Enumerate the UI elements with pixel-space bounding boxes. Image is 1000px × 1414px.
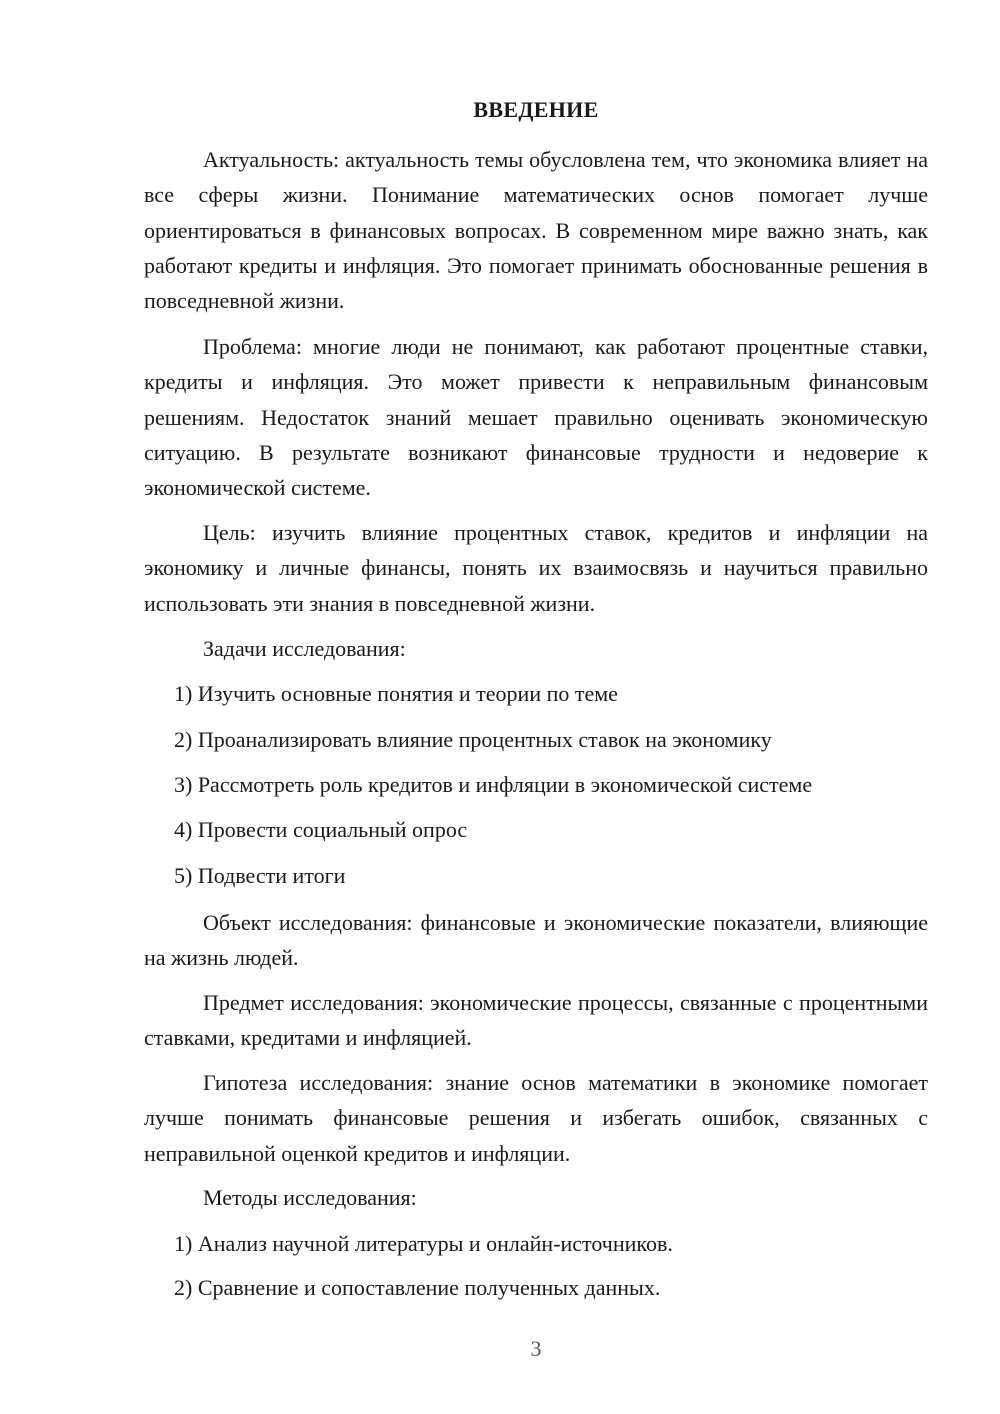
methods-heading: Методы исследования: [203,1185,417,1210]
task-item-2: 2) Проанализировать влияние процентных ставок на экономику [174,727,772,752]
method-item-1: 1) Анализ научной литературы и онлайн-источников. [174,1231,673,1256]
paragraph-subject: Предмет исследования: экономические процессы, связанные с процентными ставками, кредитами и инфляцией. [144,990,928,1051]
task-item-4: 4) Провести социальный опрос [174,817,468,842]
paragraph-object: Объект исследования: финансовые и экономические показатели, влияющие на жизнь людей. [144,910,928,971]
page-number: 3 [530,1336,542,1361]
task-item-1: 1) Изучить основные понятия и теории по теме [174,681,618,706]
tasks-heading: Задачи исследования: [203,636,406,661]
paragraph-problem: Проблема: многие люди не понимают, как работают процентные ставки, кредиты и инфляция. Это может привести к неправильным финансовым решениям. Недостаток знаний мешает правильно оценивать экономическую ситуацию. В результате возникают финансовые трудности и недоверие к экономической системе. [144,334,928,501]
paragraph-hypothesis: Гипотеза исследования: знание основ математики в экономике помогает лучше понимать финансовые решения и избегать ошибок, связанных с неправильной оценкой кредитов и инфляции. [144,1070,928,1166]
page-title: ВВЕДЕНИЕ [473,97,599,122]
task-item-3: 3) Рассмотреть роль кредитов и инфляции в экономической системе [174,772,813,797]
paragraph-relevance: Актуальность: актуальность темы обусловлена тем, что экономика влияет на все сферы жизни. Понимание математических основ помогает лучше ориентироваться в финансовых вопросах. В современном мире важно знать, как работают кредиты и инфляция. Это помогает принимать обоснованные решения в повседневной жизни. [144,147,928,314]
method-item-2: 2) Сравнение и сопоставление полученных данных. [174,1275,661,1300]
task-item-5: 5) Подвести итоги [174,863,346,888]
paragraph-goal: Цель: изучить влияние процентных ставок, кредитов и инфляции на экономику и личные финансы, понять их взаимосвязь и научиться правильно использовать эти знания в повседневной жизни. [144,520,928,616]
